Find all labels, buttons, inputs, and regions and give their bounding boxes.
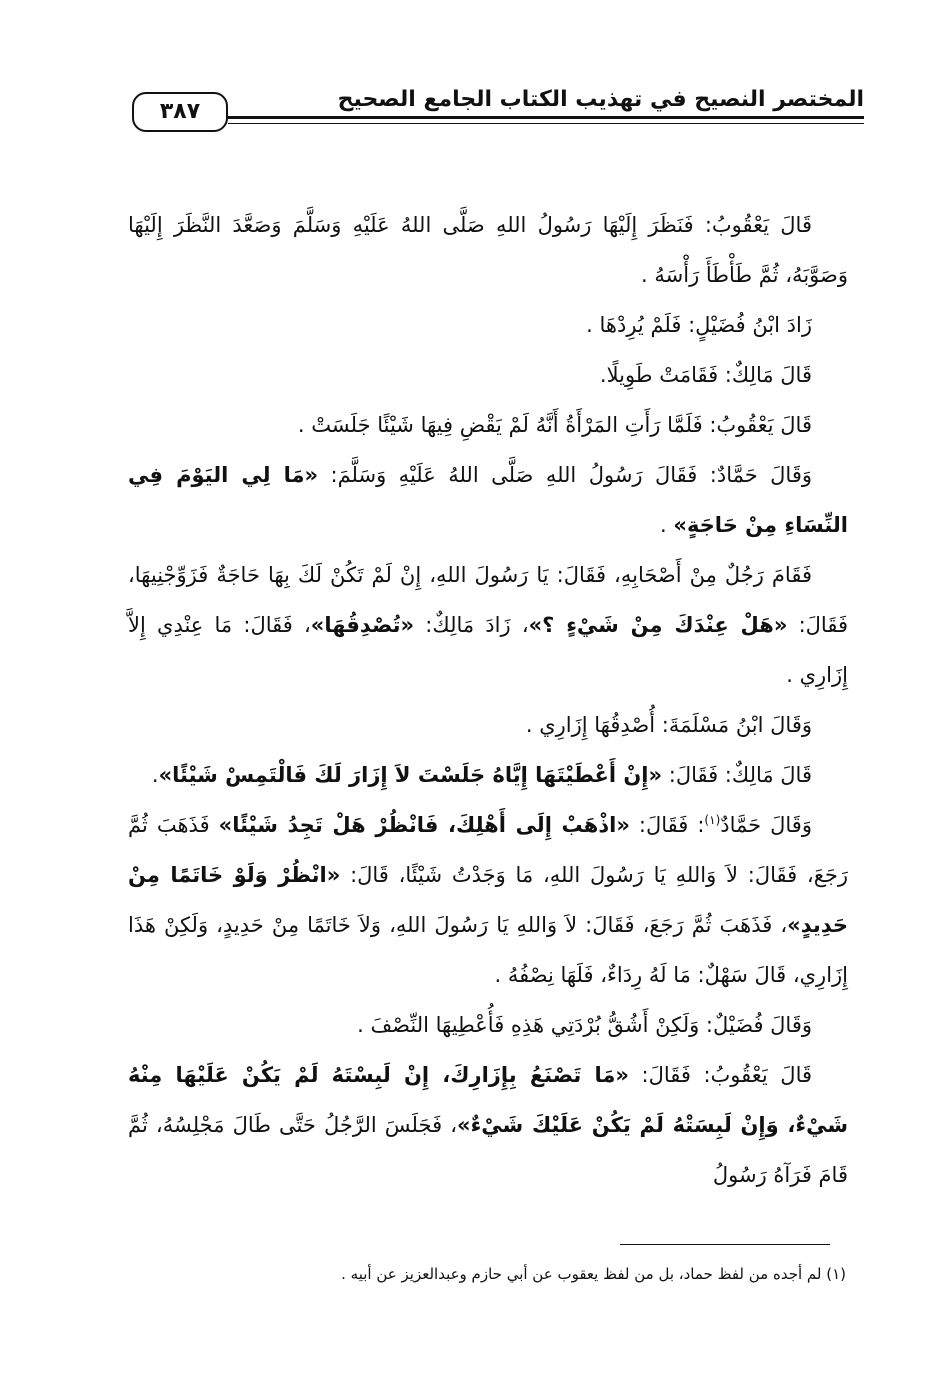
paragraph [128,450,848,550]
paragraph [128,750,848,800]
paragraph-text: قَالَ مَالِكٌ: فَقَامَتْ طَوِيلًا. [599,363,812,387]
paragraph-text: قَالَ مَالِكٌ: فَقَالَ: [662,763,812,787]
hadith-quote: «هَلْ عِنْدَكَ مِنْ شَيْءٍ ؟» [528,613,788,637]
paragraph-text: وَقَالَ حَمَّادٌ: فَقَالَ رَسُولُ اللهِ صَلَّى اللهُ عَلَيْهِ وَسَلَّمَ: [318,463,812,487]
paragraph [128,300,848,350]
paragraph [128,350,848,400]
paragraph-text: : فَقَالَ: [629,813,705,837]
paragraph [128,1000,848,1050]
hadith-quote: «اذْهَبْ إِلَى أَهْلِكَ، فَانْظُرْ هَلْ تَجِدُ شَيْئًا» [218,813,630,837]
paragraph-text: وَقَالَ فُضَيْلٌ: وَلَكِنْ أَشُقُّ بُرْدَتِي هَذِهِ فَأُعْطِيهَا النِّصْفَ . [357,1013,812,1037]
paragraph-text: زَادَ ابْنُ فُضَيْلٍ: فَلَمْ يُرِدْهَا . [586,313,812,337]
paragraph [128,800,848,1000]
paragraph-text: ، فَذَهَبَ ثُمَّ رَجَعَ، فَقَالَ: لاَ وَاللهِ يَا رَسُولَ اللهِ، وَلاَ خَاتَمًا مِنْ حَدِيدٍ، وَلَكِنْ هَذَا إِزَارِي، قَالَ سَهْلٌ: مَا لَهُ رِدَاءٌ، فَلَهَا نِصْفُهُ . [128,913,848,987]
hadith-quote: «انْظُرْ وَلَوْ خَاتَمًا مِنْ حَدِيدٍ» [128,863,848,937]
header-rule [228,116,864,119]
hadith-quote: «إِنْ أَعْطَيْتَهَا إِيَّاهُ جَلَسْتَ لاَ إِزَارَ لَكَ فَالْتَمِسْ شَيْئًا» [158,763,663,787]
paragraph-text: قَالَ يَعْقُوبُ: فَقَالَ: [628,1063,812,1087]
footnote-reference: (١) [704,813,721,827]
paragraph-text: وَقَالَ ابْنُ مَسْلَمَةَ: أُصْدِقُهَا إِزَارِي . [525,713,812,737]
paragraph [128,550,848,700]
footnote: (١) لم أجده من لفظ حماد، بل من لفظ يعقوب عن أبي حازم وعبدالعزيز عن أبيه . [341,1265,846,1283]
paragraph-text: وَقَالَ حَمَّادٌ [720,813,812,837]
paragraph-text: قَالَ يَعْقُوبُ: فَلَمَّا رَأَتِ المَرْأَةُ أَنَّهُ لَمْ يَقْضِ فِيهَا شَيْئًا جَلَسَتْ . [297,413,812,437]
paragraph [128,700,848,750]
page-header [128,88,864,128]
hadith-quote: «مَا لِي اليَوْمَ فِي النِّسَاءِ مِنْ حَاجَةٍ» [128,463,848,537]
paragraph [128,1050,848,1200]
paragraph-text: ، فَجَلَسَ الرَّجُلُ حَتَّى طَالَ مَجْلِسُهُ، ثُمَّ قَامَ فَرَآهُ رَسُولُ [128,1113,848,1187]
paragraph [128,400,848,450]
book-title: المختصر النصيح في تهذيب الكتاب الجامع الصحيح [337,87,864,112]
hadith-quote: «مَا تَصْنَعُ بِإِزَارِكَ، إِنْ لَبِسْتَهُ لَمْ يَكُنْ عَلَيْهَا مِنْهُ شَيْءٌ، وَإِنْ لَبِسَتْهُ لَمْ يَكُنْ عَلَيْكَ شَيْءٌ» [128,1063,848,1137]
paragraph-text: . [660,513,674,537]
header-rule-thin [228,123,864,124]
paragraph-text: قَالَ يَعْقُوبُ: فَنَظَرَ إِلَيْهَا رَسُولُ اللهِ صَلَّى اللهُ عَلَيْهِ وَسَلَّمَ وَصَعَّدَ النَّظَرَ إِلَيْهَا وَصَوَّبَهُ، ثُمَّ طَأْطَأَ رَأْسَهُ . [128,213,848,287]
paragraph-text: ، زَادَ مَالِكٌ: [414,613,529,637]
paragraph-text: ، فَقَالَ: مَا عِنْدِي إِلاَّ إِزَارِي . [128,613,848,687]
paragraph-text: فَذَهَبَ ثُمَّ رَجَعَ، فَقَالَ: لاَ وَاللهِ يَا رَسُولَ اللهِ، مَا وَجَدْتُ شَيْئًا، قَالَ: [128,813,848,887]
paragraph-text: فَقَامَ رَجُلٌ مِنْ أَصْحَابِهِ، فَقَالَ: يَا رَسُولَ اللهِ، إِنْ لَمْ تَكُنْ لَكَ بِهَا حَاجَةٌ فَزَوِّجْنِيهَا، فَقَالَ: [128,563,848,637]
paragraph-text: . [151,763,159,787]
page-number: ٣٨٧ [132,92,228,132]
footnote-rule [620,1244,830,1245]
paragraph [128,200,848,300]
hadith-quote: «تُصْدِقُهَا» [310,613,415,637]
main-text [128,200,848,1200]
